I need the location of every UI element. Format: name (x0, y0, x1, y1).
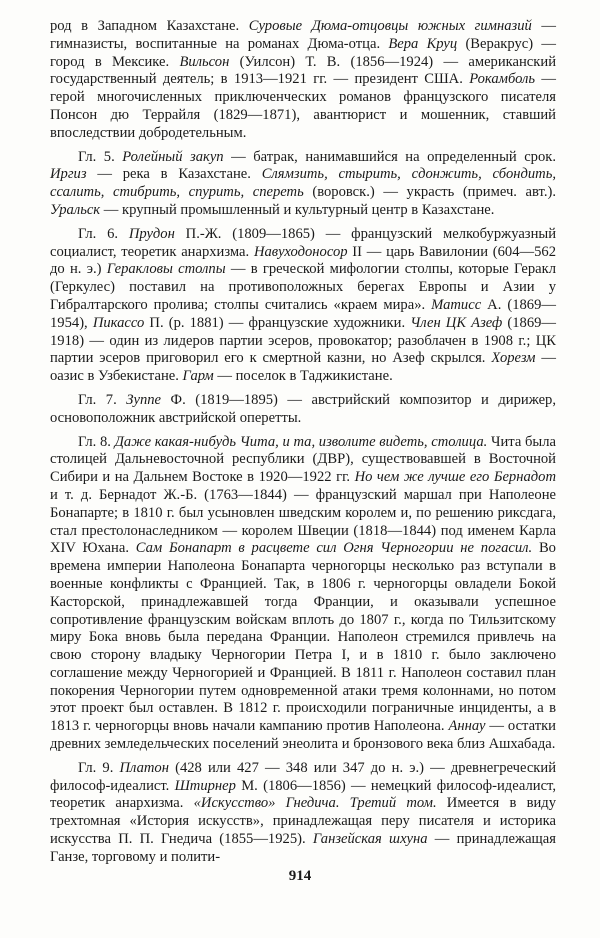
italic-term: Вильсон (179, 53, 230, 70)
note-paragraph (50, 392, 556, 428)
text-run: — принадлежащая Ганзе, торговому и полити- (50, 831, 556, 865)
text-run: — крупный промышленный и культурный центр в Казахстане. (100, 201, 495, 218)
text-run: (воровск.) — украсть (примеч. авт.). (303, 184, 556, 201)
italic-term: Хорезм (491, 350, 536, 367)
italic-term: Гарм (182, 368, 214, 385)
text-run: — батрак, нанимавшийся на определенный срок. (223, 148, 557, 165)
text-run: Во времена империи Наполеона Бонапарта черногорцы несколько раз вступали в военные конфликты с Францией. Так, в 1806 г. черногорцы овладели Бокой Касторской, принадлежавшей тогда Франции, и оказывали успешное сопротивление французским войскам вплоть до 1807 г., когда по Тильзитскому миру Бока вновь была передана Франции. Наполеон стремился привлечь на свою сторону владыку Черногории Петра I, и в 1810 г. было заключено соглашение между Черногорией и Францией. В 1811 г. Наполеон составил план покорения Черногории путем одновременной атаки тремя колоннами, но потом этот проект был оставлен. В 1812 г. происходили пограничные инциденты, а в 1813 г. черногорцы вновь начали кампанию против Наполеона. (50, 540, 556, 735)
italic-term: Зуппе (126, 391, 162, 408)
italic-term: Сам Бонапарт в расцвете сил Огня Черногории не погасил. (135, 540, 533, 557)
italic-term: Слямзить, стырить, сдонжить, сбондить, ссалить, стибрить, спурить, спереть (50, 166, 556, 201)
text-run: А. (1869—1954), (50, 296, 556, 331)
italic-term: Матисс (431, 296, 482, 313)
text-run: — гимназисты, воспитанные на романах Дюма-отца. (50, 18, 556, 52)
italic-term: Член ЦК Азеф (410, 314, 503, 331)
italic-term: Вера Круц (388, 35, 458, 52)
note-paragraph (50, 434, 556, 754)
text-run: — река в Казахстане. (86, 166, 262, 183)
text-run: — герой многочисленных приключенческих романов французского писателя Понсон дю Террайля (1829—1871), авантюрист и мошенник, ставший впоследствии добродетельным. (50, 71, 556, 141)
italic-term: Рокамболь (469, 71, 536, 88)
text-run: П.-Ж. (1809—1865) — французский мелкобуржуазный социалист, теоретик анархизма. (50, 225, 557, 260)
text-run: П. (р. 1881) — французские художники. (144, 314, 411, 331)
text-run: Ф. (1819—1895) — австрийский композитор и дирижер, основоположник австрийской оперетты. (50, 391, 557, 426)
text-run: Гл. 9. (78, 759, 120, 776)
text-run: (Веракрус) — город в Мексике. (50, 35, 556, 70)
text-run: (Уилсон) Т. В. (1856—1924) — американский государственный деятель; в 1913—1921 гг. — президент США. (50, 53, 556, 88)
italic-term: Навуходоносор (253, 243, 348, 260)
italic-term: Суровые Дюма-отцовцы южных гимназий (248, 18, 532, 34)
italic-term: «Искусство» Гнедича. Третий том. (193, 795, 437, 812)
italic-term: Геракловы столпы (106, 261, 226, 278)
italic-term: Но чем же лучше его Бернадот (354, 469, 556, 486)
text-run: М. (1806—1856) — немецкий философ-идеалист, теоретик анархизма. (50, 777, 556, 812)
text-run: — в греческой мифологии столпы, которые Геракл (Геркулес) поставил на противоположных берегах Европы и Азии у Гибралтарского пролива; столпы считались «краем мира». (50, 261, 556, 313)
note-paragraph (50, 226, 556, 386)
note-paragraph (50, 760, 556, 867)
text-run: — остатки древних земледельческих поселений энеолита и бронзового века близ Ашхабада. (50, 718, 556, 753)
italic-term: Иргиз (50, 166, 87, 183)
text-run: Гл. 7. (78, 391, 127, 408)
text-run: — оазис в Узбекистане. (50, 350, 556, 385)
note-paragraph (50, 149, 556, 220)
text-run: (1869—1918) — один из лидеров партии эсеров, провокатор; разоблачен в 1908 г.; ЦК партии эсеров приговорил его к смертной казни, но Азеф скрылся. (50, 314, 557, 367)
text-run: Имеется в виду трехтомная «История искусств», принадлежащая перу писателя и историка искусства П. П. Гнедича (1855—1925). (50, 795, 556, 848)
italic-term: Аннау (448, 718, 486, 735)
text-run: (428 или 427 — 348 или 347 до н. э.) — древнегреческий философ-идеалист. (50, 759, 557, 794)
text-run: род в Западном Казахстане. (50, 18, 249, 34)
italic-term: Штирнер (174, 777, 236, 794)
italic-term: Ролейный закуп (122, 148, 224, 165)
text-run: Гл. 8. (78, 433, 115, 450)
italic-term: Платон (119, 759, 169, 776)
italic-term: Уральск (50, 201, 101, 218)
text-run: — поселок в Таджикистане. (213, 368, 393, 385)
text-run: Гл. 5. (78, 148, 123, 165)
italic-term: Прудон (128, 225, 175, 242)
italic-term: Ганзейская шхуна (312, 831, 428, 848)
italic-term: Пикассо (92, 314, 145, 331)
text-run: Гл. 6. (78, 225, 129, 242)
italic-term: Даже какая-нибудь Чита, и та, изволите видеть, столица. (114, 433, 488, 450)
note-paragraph (50, 18, 556, 143)
text-run: и т. д. Бернадот Ж.-Б. (1763—1844) — французский маршал при Наполеоне Бонапарте; в 1810 г. был усыновлен шведским королем и, по решению риксдага, стал престолонаследником — королем Швеции (1818—1844) под именем Карла XIV Юхана. (50, 486, 556, 557)
page-number: 914 (288, 868, 312, 884)
notes-text-body (50, 18, 556, 867)
text-run: II — царь Вавилонии (604—562 до н. э.) (50, 243, 556, 278)
text-run: Чита была столицей Дальневосточной республики (ДВР), существовавшей в Восточной Сибири и на Дальнем Востоке в 1920—1922 гг. (50, 433, 556, 486)
